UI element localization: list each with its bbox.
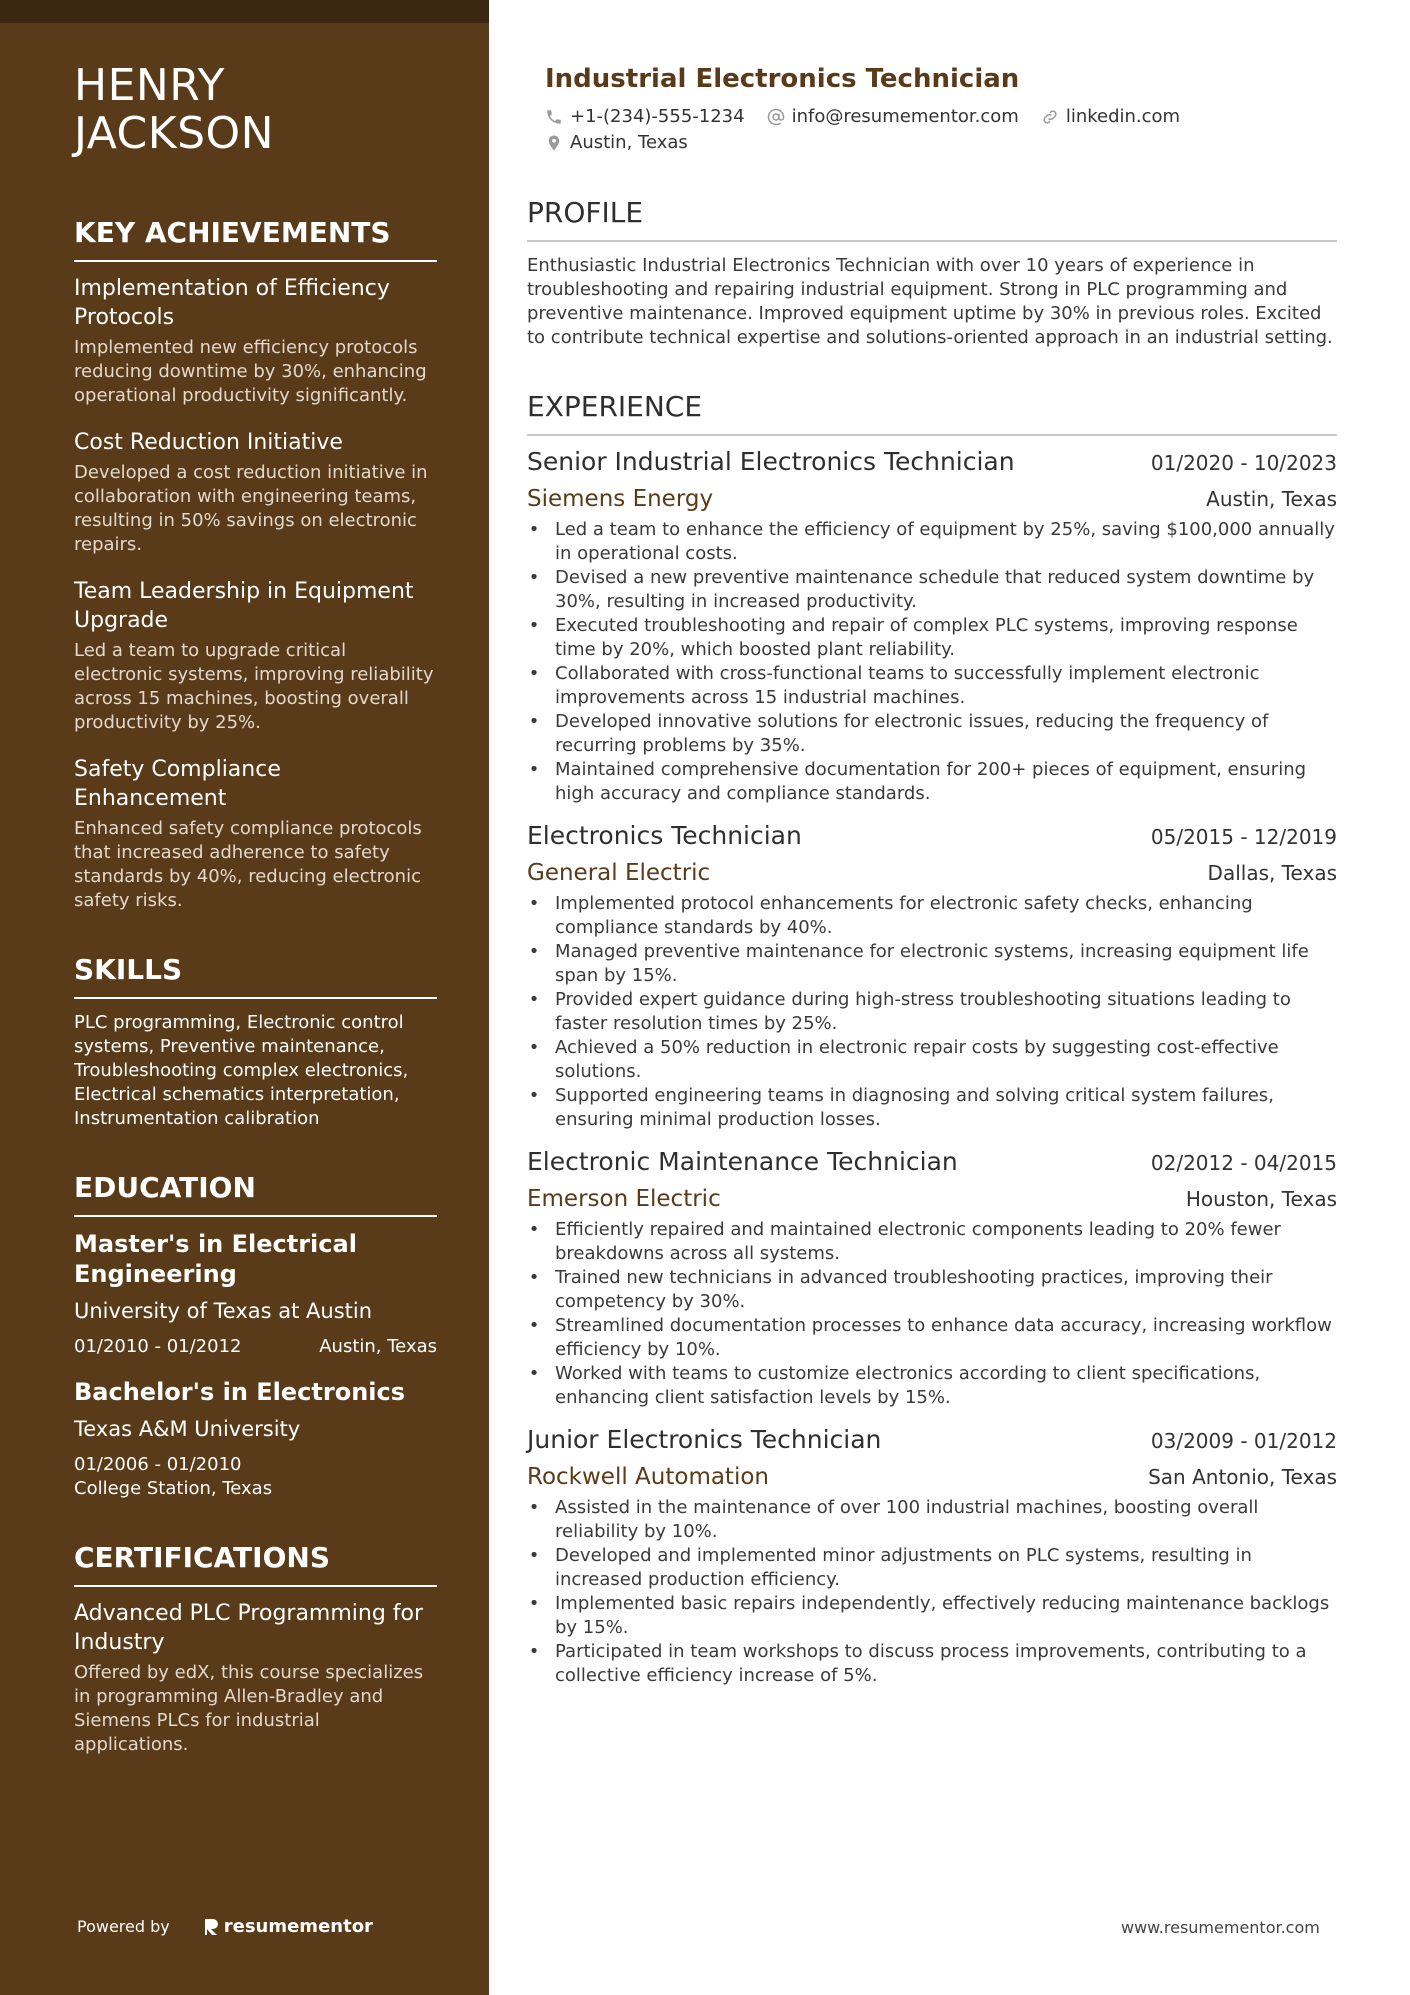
education-location: Austin, Texas	[319, 1336, 437, 1357]
experience-role: Senior Industrial Electronics Technician	[527, 447, 1015, 476]
location-pin-icon	[545, 134, 563, 152]
experience-header	[527, 820, 1337, 852]
experience-entry	[527, 820, 1337, 1132]
powered-by-footer	[77, 1916, 373, 1937]
bullet-item: • Led a team to enhance the efficiency of equipment by 25%, saving $100,000 annually in operational costs.	[555, 518, 1337, 566]
experience-role: Junior Electronics Technician	[527, 1425, 882, 1454]
experience-heading: EXPERIENCE	[527, 390, 1337, 436]
experience-dates: 03/2009 - 01/2012	[1150, 1429, 1337, 1453]
contact-info	[545, 104, 1337, 156]
at-icon	[767, 108, 785, 126]
profile-section	[527, 196, 1337, 350]
achievement-item	[74, 428, 437, 557]
sidebar	[0, 0, 489, 1995]
certification-item	[74, 1599, 437, 1757]
experience-location: Dallas, Texas	[1207, 861, 1337, 885]
experience-location: Houston, Texas	[1185, 1187, 1337, 1211]
brand-logo[interactable]	[202, 1916, 373, 1937]
bullet-item: • Implemented basic repairs independently, effectively reducing maintenance backlogs by 15%.	[555, 1592, 1337, 1640]
achievement-desc: Implemented new efficiency protocols reducing downtime by 30%, enhancing operational productivity significantly.	[74, 337, 427, 406]
bullet-item: • Trained new technicians in advanced troubleshooting practices, improving their competency by 30%.	[555, 1266, 1337, 1314]
experience-bullets	[527, 1496, 1337, 1688]
experience-header	[527, 1424, 1337, 1456]
skills-heading: SKILLS	[74, 953, 437, 999]
bullet-item: • Supported engineering teams in diagnosing and solving critical system failures, ensuring minimal production losses.	[555, 1084, 1337, 1132]
education-degree: Bachelor's in Electronics	[74, 1378, 406, 1406]
sidebar-content	[74, 62, 437, 1757]
experience-dates: 02/2012 - 04/2015	[1150, 1151, 1337, 1175]
experience-company: General Electric	[527, 860, 711, 886]
first-name: HENRY	[74, 60, 225, 111]
experience-subheader	[527, 858, 1337, 888]
experience-entry	[527, 1146, 1337, 1410]
experience-company: Rockwell Automation	[527, 1464, 769, 1490]
achievement-title: Cost Reduction Initiative	[74, 430, 343, 455]
profile-text: Enthusiastic Industrial Electronics Technician with over 10 years of experience in troubleshooting and repairing industrial equipment. Strong in PLC programming and preventive maintenance. Improved equipment uptime by 30% in previous roles. Excited to contribute technical expertise and solutions-oriented approach in an industrial setting.	[527, 255, 1333, 348]
achievement-desc: Enhanced safety compliance protocols that increased adherence to safety standards by 40%, reducing electronic safety risks.	[74, 818, 422, 911]
certification-title: Advanced PLC Programming for Industry	[74, 1601, 424, 1655]
experience-bullets	[527, 1218, 1337, 1410]
achievement-title: Safety Compliance Enhancement	[74, 757, 281, 811]
bullet-item: • Efficiently repaired and maintained electronic components leading to 20% fewer breakdowns across all systems.	[555, 1218, 1337, 1266]
education-heading: EDUCATION	[74, 1171, 437, 1217]
achievement-desc: Led a team to upgrade critical electronic systems, improving reliability across 15 machines, boosting overall productivity by 25%.	[74, 640, 434, 733]
achievement-desc: Developed a cost reduction initiative in collaboration with engineering teams, resulting in 50% savings on electronic repairs.	[74, 462, 428, 555]
education-school: Texas A&M University	[74, 1417, 301, 1441]
phone-icon	[545, 108, 563, 126]
bullet-item: • Streamlined documentation processes to enhance data accuracy, increasing workflow efficiency by 10%.	[555, 1314, 1337, 1362]
headline: Industrial Electronics Technician	[545, 64, 1020, 94]
experience-header	[527, 446, 1337, 478]
experience-subheader	[527, 484, 1337, 514]
education-school: University of Texas at Austin	[74, 1299, 373, 1323]
bullet-item: • Managed preventive maintenance for electronic systems, increasing equipment life span by 15%.	[555, 940, 1337, 988]
achievement-item	[74, 274, 437, 408]
education-section	[74, 1171, 437, 1501]
certifications-heading: CERTIFICATIONS	[74, 1541, 437, 1587]
certification-desc: Offered by edX, this course specializes in programming Allen-Bradley and Siemens PLCs for industrial applications.	[74, 1662, 424, 1755]
bullet-item: • Assisted in the maintenance of over 100 industrial machines, boosting overall reliability by 10%.	[555, 1496, 1337, 1544]
education-location: College Station, Texas	[74, 1478, 273, 1499]
experience-bullets	[527, 892, 1337, 1132]
education-meta	[74, 1335, 437, 1359]
bullet-item: • Collaborated with cross-functional teams to successfully implement electronic improvements across 15 industrial machines.	[555, 662, 1337, 710]
email-contact[interactable]	[767, 104, 1019, 130]
experience-subheader	[527, 1184, 1337, 1214]
candidate-name	[74, 62, 437, 158]
experience-dates: 05/2015 - 12/2019	[1150, 825, 1337, 849]
experience-entry	[527, 1424, 1337, 1688]
contact-row	[545, 104, 1337, 130]
experience-location: Austin, Texas	[1206, 487, 1337, 511]
certifications-section	[74, 1541, 437, 1757]
brand-logo-icon	[202, 1917, 220, 1937]
bullet-item: • Provided expert guidance during high-stress troubleshooting situations leading to faster resolution times by 25%.	[555, 988, 1337, 1036]
bullet-item: • Worked with teams to customize electronics according to client specifications, enhancing client satisfaction levels by 15%.	[555, 1362, 1337, 1410]
brand-name: resumementor	[223, 1916, 373, 1937]
last-name: JACKSON	[74, 108, 275, 159]
link-icon	[1041, 108, 1059, 126]
main-content	[527, 62, 1337, 1688]
location-contact	[545, 130, 688, 156]
experience-section	[527, 390, 1337, 1688]
bullet-item: • Developed and implemented minor adjustments on PLC systems, resulting in increased production efficiency.	[555, 1544, 1337, 1592]
skills-text: PLC programming, Electronic control systems, Preventive maintenance, Troubleshooting complex electronics, Electrical schematics interpretation, Instrumentation calibration	[74, 1012, 409, 1129]
experience-entry	[527, 446, 1337, 806]
achievements-section	[74, 216, 437, 913]
education-dates: 01/2006 - 01/2010	[74, 1454, 242, 1475]
contact-row	[545, 130, 1337, 156]
bullet-item: • Participated in team workshops to discuss process improvements, contributing to a collective efficiency increase of 5%.	[555, 1640, 1337, 1688]
experience-company: Emerson Electric	[527, 1186, 721, 1212]
powered-by-label: Powered by	[77, 1917, 170, 1936]
experience-dates: 01/2020 - 10/2023	[1150, 451, 1337, 475]
phone-text: +1-(234)-555-1234	[570, 106, 745, 127]
bullet-item: • Maintained comprehensive documentation for 200+ pieces of equipment, ensuring high accuracy and compliance standards.	[555, 758, 1337, 806]
education-item	[74, 1229, 437, 1359]
achievements-heading: KEY ACHIEVEMENTS	[74, 216, 437, 262]
experience-subheader	[527, 1462, 1337, 1492]
bullet-item: • Devised a new preventive maintenance schedule that reduced system downtime by 30%, resulting in increased productivity.	[555, 566, 1337, 614]
bullet-item: • Executed troubleshooting and repair of complex PLC systems, improving response time by 20%, which boosted plant reliability.	[555, 614, 1337, 662]
experience-header	[527, 1146, 1337, 1178]
experience-role: Electronic Maintenance Technician	[527, 1147, 958, 1176]
education-dates: 01/2010 - 01/2012	[74, 1336, 242, 1357]
bullet-item: • Implemented protocol enhancements for electronic safety checks, enhancing compliance standards by 40%.	[555, 892, 1337, 940]
experience-bullets	[527, 518, 1337, 806]
experience-company: Siemens Energy	[527, 486, 714, 512]
education-degree: Master's in Electrical Engineering	[74, 1230, 357, 1288]
experience-role: Electronics Technician	[527, 821, 802, 850]
linkedin-text: linkedin.com	[1065, 106, 1181, 127]
achievement-item	[74, 755, 437, 913]
location-text: Austin, Texas	[570, 132, 688, 153]
phone-contact[interactable]	[545, 104, 745, 130]
experience-location: San Antonio, Texas	[1148, 1465, 1337, 1489]
achievement-title: Team Leadership in Equipment Upgrade	[74, 579, 414, 633]
achievement-title: Implementation of Efficiency Protocols	[74, 276, 390, 330]
website-link[interactable]: www.resumementor.com	[1121, 1918, 1320, 1937]
linkedin-contact[interactable]	[1041, 104, 1180, 130]
sidebar-top-band	[0, 0, 489, 23]
profile-heading: PROFILE	[527, 196, 1337, 242]
bullet-item: • Developed innovative solutions for electronic issues, reducing the frequency of recurring problems by 35%.	[555, 710, 1337, 758]
bullet-item: • Achieved a 50% reduction in electronic repair costs by suggesting cost-effective solutions.	[555, 1036, 1337, 1084]
achievement-item	[74, 577, 437, 735]
education-item	[74, 1377, 437, 1501]
email-text: info@resumementor.com	[791, 106, 1019, 127]
skills-section	[74, 953, 437, 1131]
